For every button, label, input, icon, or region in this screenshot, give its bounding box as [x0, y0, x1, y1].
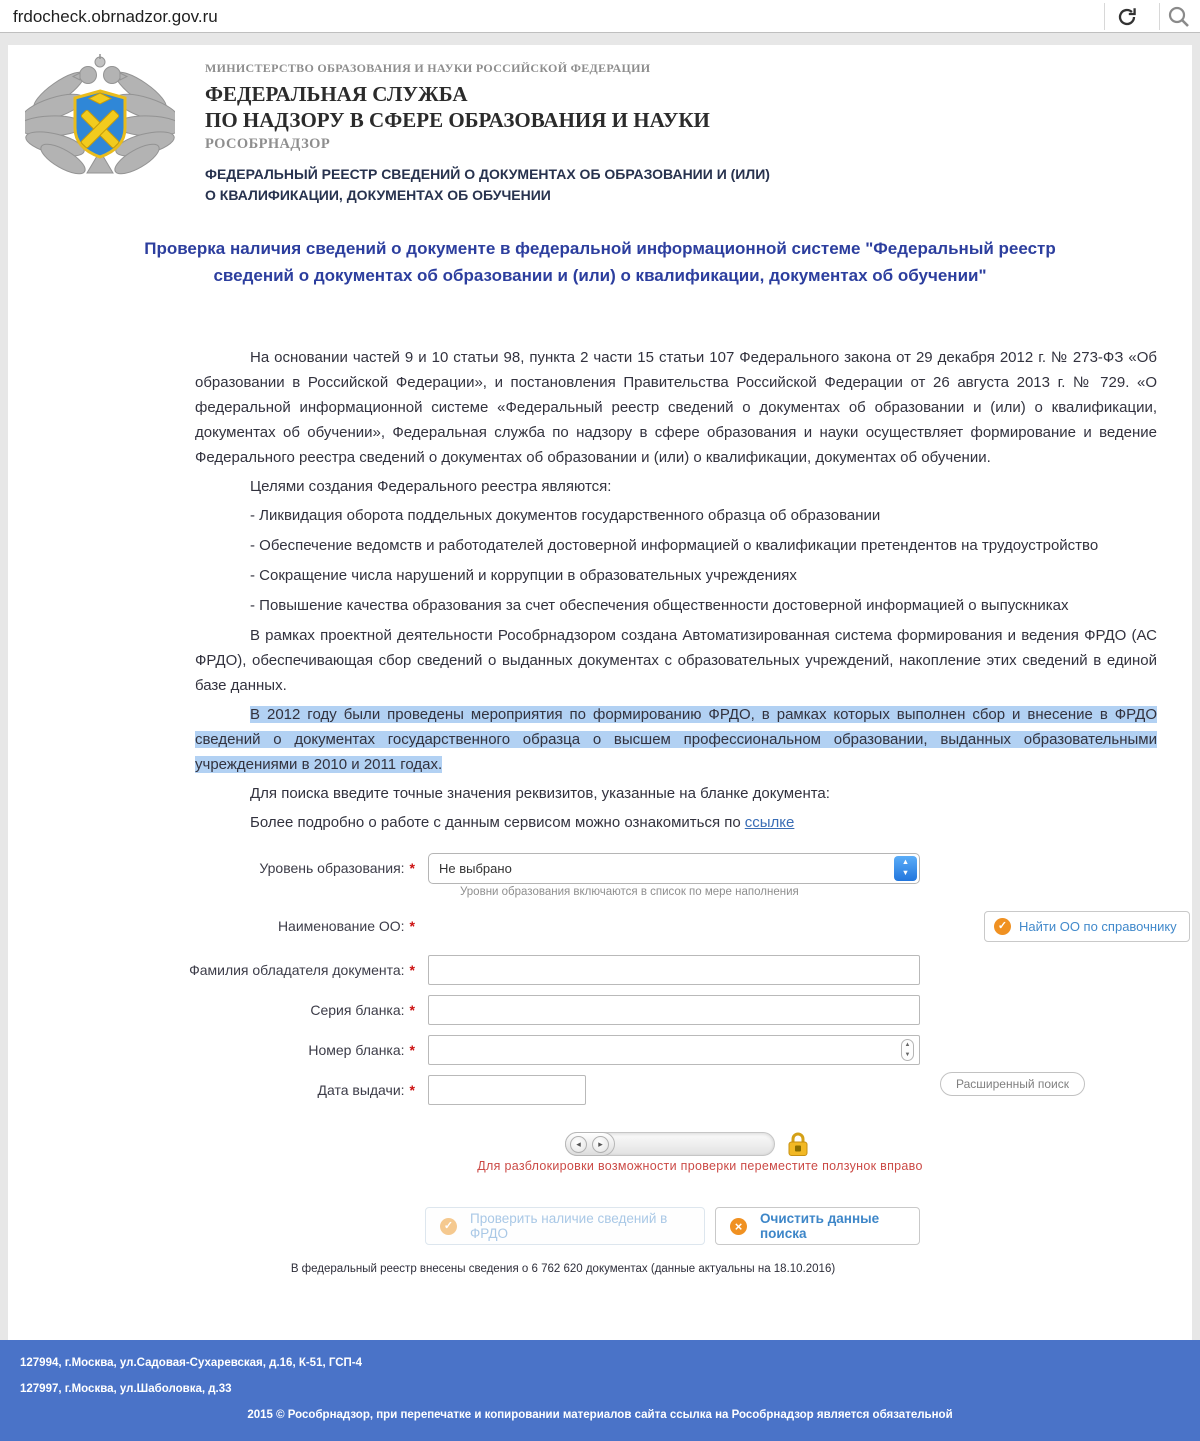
advanced-search-button[interactable]: Расширенный поиск: [940, 1072, 1085, 1096]
registry-name-line1: ФЕДЕРАЛЬНЫЙ РЕЕСТР СВЕДЕНИЙ О ДОКУМЕНТАХ ОБ ОБРАЗОВАНИИ И (ИЛИ): [205, 166, 770, 182]
page-title: Проверка наличия сведений о документе в федеральной информационной системе "Федеральный реестр сведений о документах об образовании и (или) о квалификации, документах об обучении": [144, 239, 1056, 285]
paragraph: В рамках проектной деятельности Рособрнадзором создана Автоматизированная система формирования и ведения ФРДО (АС ФРДО), обеспечивающая сбор сведений о выданных документах с образовательных учреждений, накопление этих сведений в единой базе данных.: [195, 627, 1157, 694]
surname-label: Фамилия обладателя документа: *: [189, 962, 415, 978]
url-text[interactable]: frdocheck.obrnadzor.gov.ru: [13, 7, 218, 26]
find-oo-directory-button[interactable]: ✓ Найти ОО по справочнику: [984, 911, 1190, 942]
rosobrnadzor-eagle-emblem-logo: [25, 53, 175, 178]
required-asterisk: *: [409, 1082, 415, 1098]
issue-date-label: Дата выдачи: *: [317, 1082, 415, 1098]
ministry-label: МИНИСТЕРСТВО ОБРАЗОВАНИЯ И НАУКИ РОССИЙСКОЙ ФЕДЕРАЦИИ: [205, 61, 651, 75]
footer-copyright: 2015 © Рособрнадзор, при перепечатке и копировании материалов сайта ссылка на Рособрнадзор является обязательной: [247, 1409, 953, 1421]
list-item: - Повышение качества образования за счет обеспечения общественности достоверной информацией о выпускниках: [250, 597, 1069, 614]
reload-icon[interactable]: [1115, 5, 1141, 29]
education-level-label: Уровень образования: *: [259, 860, 415, 876]
search-intro: Для поиска введите точные значения реквизитов, указанные на бланке документа:: [250, 785, 830, 802]
number-input[interactable]: [428, 1035, 920, 1065]
unlock-slider-track[interactable]: [565, 1132, 775, 1156]
number-label: Номер бланка: *: [308, 1042, 415, 1058]
list-item: - Ликвидация оборота поддельных документов государственного образца об образовании: [250, 507, 881, 524]
x-circle-icon: ×: [730, 1218, 747, 1235]
list-item: - Сокращение числа нарушений и коррупции в образовательных учреждениях: [250, 567, 797, 584]
registry-name: [205, 164, 770, 206]
check-frdo-button[interactable]: ✓ Проверить наличие сведений в ФРДО: [425, 1207, 705, 1245]
more-info-text: Более подробно о работе с данным сервисом можно ознакомиться по: [250, 814, 741, 831]
divider: [1159, 3, 1160, 30]
registry-stats: В федеральный реестр внесены сведения о 6 762 620 документах (данные актуальны на 18.10.2016): [290, 1263, 836, 1275]
paragraph: Целями создания Федерального реестра являются:: [250, 478, 612, 495]
footer-address-1: 127994, г.Москва, ул.Садовая-Сухаревская, д.16, К-51, ГСП-4: [20, 1357, 363, 1369]
series-label: Серия бланка: *: [310, 1002, 415, 1018]
list-item: - Обеспечение ведомств и работодателей достоверной информацией о квалификации претендентов на трудоустройство: [250, 537, 1099, 554]
service-name-line2: ПО НАДЗОРУ В СФЕРЕ ОБРАЗОВАНИЯ И НАУКИ: [205, 108, 710, 132]
short-name-label: РОСОБРНАДЗОР: [205, 136, 331, 152]
number-stepper[interactable]: ▲ ▼: [901, 1039, 914, 1061]
paragraph: На основании частей 9 и 10 статьи 98, пункта 2 части 15 статьи 107 Федерального закона от 29 декабря 2012 г. № 273-ФЗ «Об образовании в Российской Федерации», и постановления Правительства Российской Федерации от 26 августа 2013 г. № 729. «О федеральной информационной системе «Федеральный реестр сведений о документах об образовании и (или) о квалификации, документах об обучении», Федеральная служба по надзору в сфере образования и науки осуществляет формирование и ведение Федерального реестра сведений о документах об образовании и (или) о квалификации, документах об обучении.: [195, 349, 1157, 466]
education-level-selected-value: Не выбрано: [439, 861, 512, 876]
chevron-up-down-icon[interactable]: ▲ ▼: [894, 856, 917, 881]
oo-name-label: Наименование ОО: *: [277, 918, 415, 934]
highlighted-paragraph: [195, 702, 1157, 777]
unlock-slider-handle[interactable]: [565, 1132, 615, 1156]
education-level-hint: Уровни образования включаются в список по мере наполнения: [460, 886, 799, 898]
education-level-select[interactable]: [428, 853, 920, 884]
required-asterisk: *: [409, 962, 415, 978]
footer: [0, 1340, 1200, 1441]
unlock-slider-hint: Для разблокировки возможности проверки переместите ползунок вправо: [477, 1159, 923, 1173]
browser-address-bar: [0, 0, 1200, 33]
required-asterisk: *: [409, 1002, 415, 1018]
required-asterisk: *: [409, 860, 415, 876]
arrow-right-icon[interactable]: ▸: [592, 1136, 609, 1153]
service-name-line1: ФЕДЕРАЛЬНАЯ СЛУЖБА: [205, 82, 468, 106]
arrow-left-icon[interactable]: ◂: [570, 1136, 587, 1153]
surname-input[interactable]: [428, 955, 920, 985]
divider: [1104, 3, 1105, 30]
text-selection-highlight: В 2012 году были проведены мероприятия по формированию ФРДО, в рамках которых выполнен сбор и внесение в ФРДО сведений о документах государственного образца о высшем профессиональном образовании, выданных образовательными учреждениями в 2010 и 2011 годах.: [195, 706, 1157, 773]
footer-address-2: 127997, г.Москва, ул.Шаболовка, д.33: [20, 1383, 232, 1395]
more-info-link[interactable]: ссылке: [744, 814, 795, 831]
search-icon[interactable]: [1166, 4, 1196, 30]
registry-name-line2: О КВАЛИФИКАЦИИ, ДОКУМЕНТАХ ОБ ОБУЧЕНИИ: [205, 187, 551, 203]
check-circle-icon: ✓: [994, 918, 1011, 935]
required-asterisk: *: [409, 918, 415, 934]
series-input[interactable]: [428, 995, 920, 1025]
issue-date-input[interactable]: [428, 1075, 586, 1105]
more-info-line: [195, 810, 1157, 835]
clear-search-button[interactable]: × Очистить данные поиска: [715, 1207, 920, 1245]
check-circle-icon: ✓: [440, 1218, 457, 1235]
required-asterisk: *: [409, 1042, 415, 1058]
service-name: [205, 81, 710, 133]
intro-text: [195, 345, 1157, 839]
page-content: [8, 45, 1192, 1340]
